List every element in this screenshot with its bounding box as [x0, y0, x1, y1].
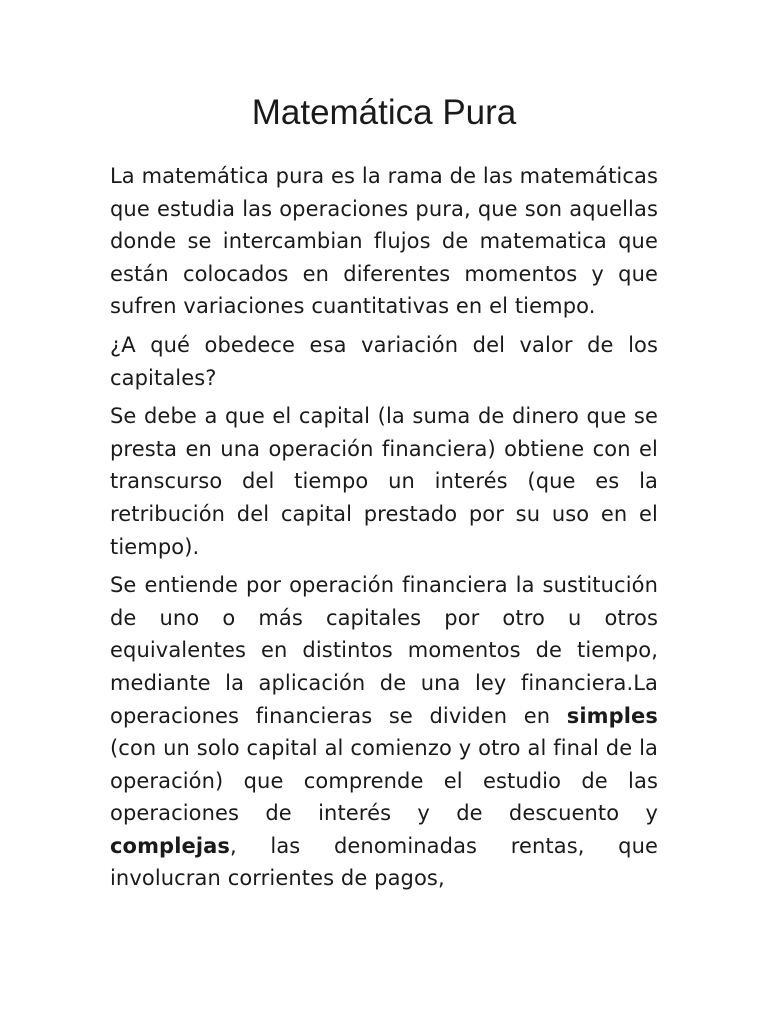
- paragraph-text-part-2: (con un solo capital al comienzo y otro al final de la operación) que comprende el estudio de las operaciones de interés y de descuento y: [110, 736, 658, 826]
- paragraph-definition: La matemática pura es la rama de las matemáticas que estudia las operaciones pura, que son aquellas donde se intercambian flujos de matematica que están colocados en diferentes momentos y que sufren variaciones cuantitativas en el tiempo.: [110, 164, 658, 319]
- paragraph-financial-operation: [110, 569, 658, 895]
- paragraph-text-part-3: , las denominadas rentas, que involucran corrientes de pagos,: [110, 833, 658, 891]
- bold-term-complejas: complejas: [110, 833, 230, 858]
- paragraph-question: ¿A qué obedece esa variación del valor de los capitales?: [110, 332, 658, 390]
- paragraph-answer: Se debe a que el capital (la suma de dinero que se presta en una operación financiera) obtiene con el transcurso del tiempo un interés (que es la retribución del capital prestado por su uso en el tiempo).: [110, 404, 658, 559]
- paragraph-text-part-1: Se entiende por operación financiera la sustitución de uno o más capitales por otro u otros equivalentes en distintos momentos de tiempo, mediante la aplicación de una ley financiera.La operaciones financieras se dividen en: [110, 573, 658, 728]
- page-title: Matemática Pura: [251, 93, 517, 132]
- bold-term-simples: simples: [566, 703, 658, 728]
